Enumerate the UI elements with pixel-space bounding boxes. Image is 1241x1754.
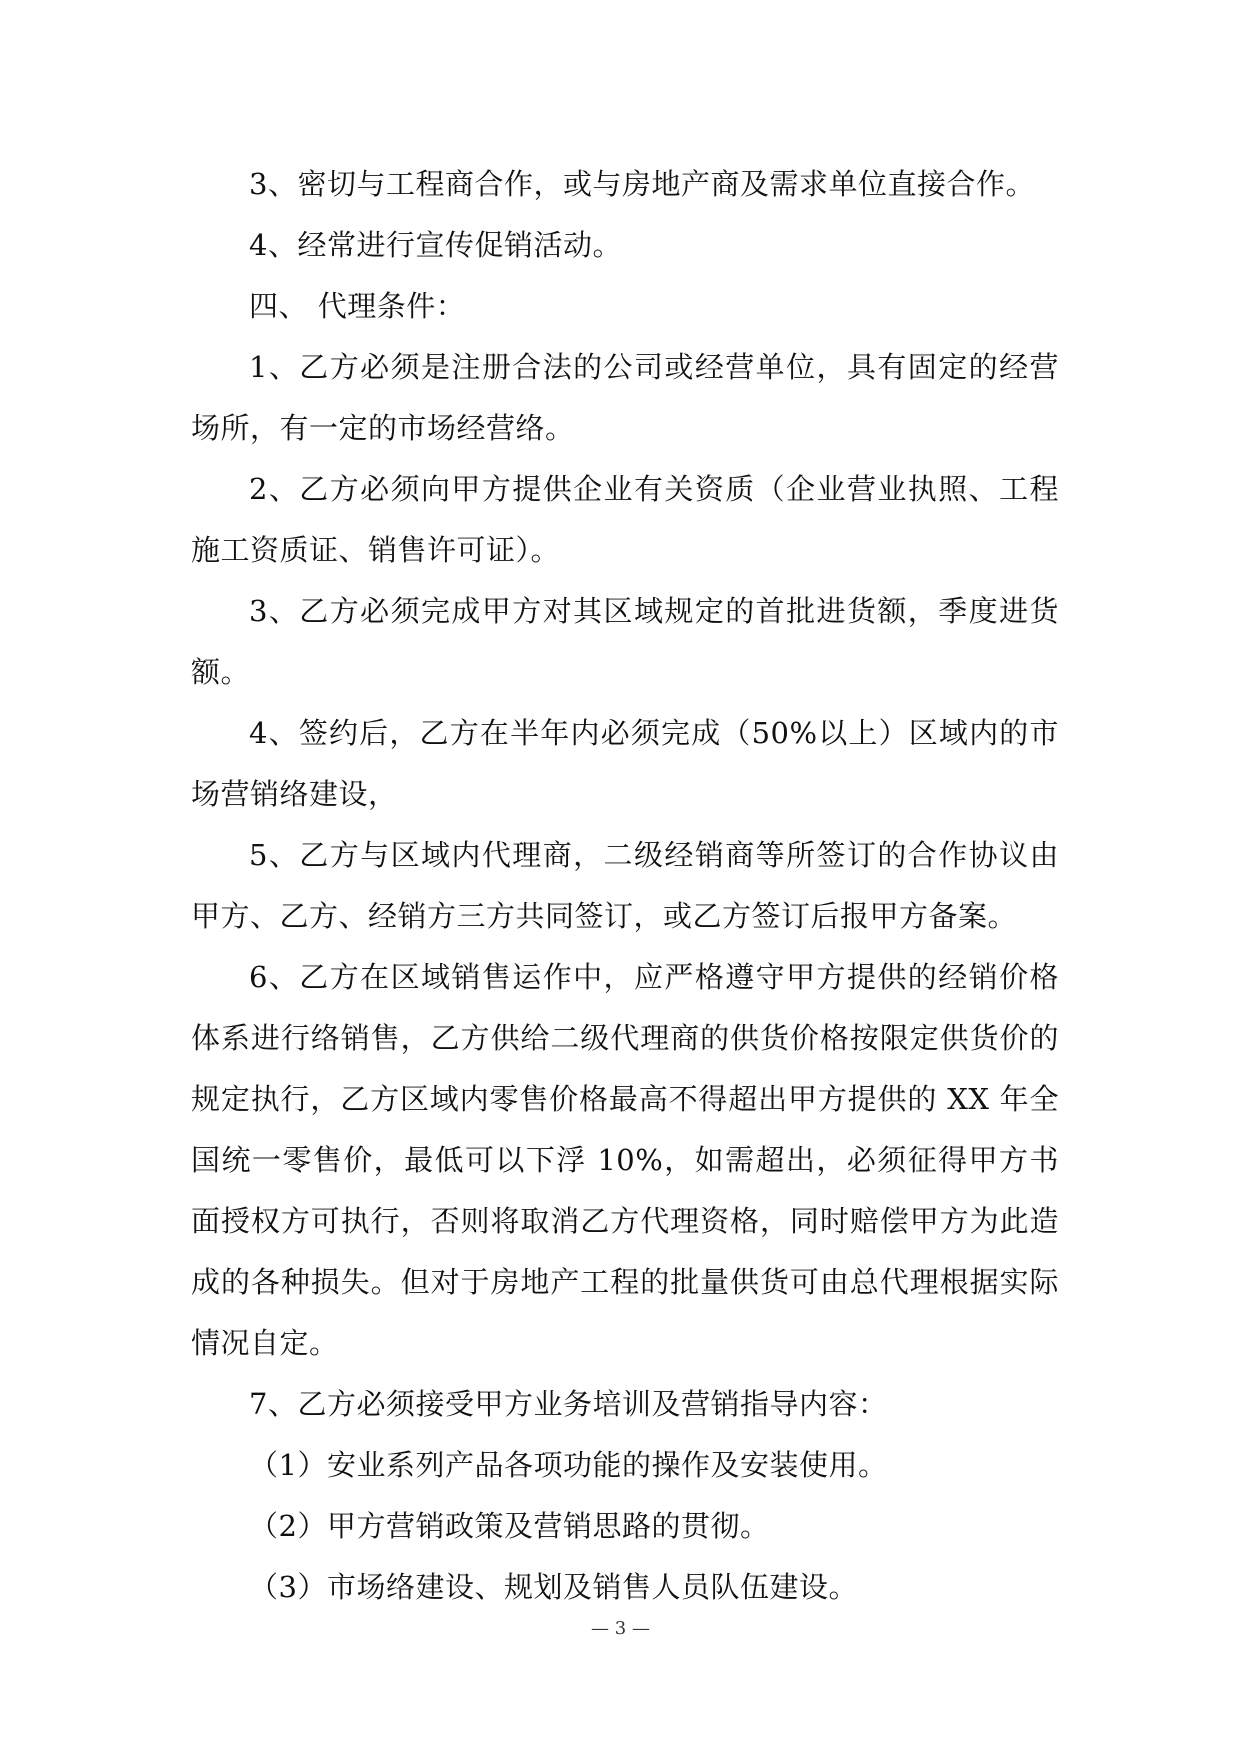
paragraph-condition-5: 5、乙方与区域内代理商，二级经销商等所签订的合作协议由甲方、乙方、经销方三方共同签订，或乙方签订后报甲方备案。 xyxy=(191,838,1059,933)
document-body xyxy=(191,154,1059,1618)
paragraph-condition-4: 4、签约后，乙方在半年内必须完成（50%以上）区域内的市场营销络建设， xyxy=(191,716,1059,811)
paragraph-cooperation: 3、密切与工程商合作，或与房地产商及需求单位直接合作。 xyxy=(249,167,1035,201)
paragraph-condition-6: 6、乙方在区域销售运作中，应严格遵守甲方提供的经销价格体系进行络销售，乙方供给二级代理商的供货价格按限定供货价的规定执行，乙方区域内零售价格最高不得超出甲方提供的 XX 年全国统一零售价，最低可以下浮 10%，如需超出，必须征得甲方书面授权方可执行，否则将取消乙方代理资格，同时赔偿甲方为此造成的各种损失。但对于房地产工程的批量供货可由总代理根据实际情况自定。 xyxy=(191,960,1059,1360)
paragraph-condition-7: 7、乙方必须接受甲方业务培训及营销指导内容： xyxy=(249,1387,888,1421)
paragraph-condition-3: 3、乙方必须完成甲方对其区域规定的首批进货额，季度进货额。 xyxy=(191,594,1059,689)
paragraph-training-3: （3）市场络建设、规划及销售人员队伍建设。 xyxy=(249,1570,858,1604)
page-number: — 3 — xyxy=(591,1618,650,1639)
paragraph-condition-2: 2、乙方必须向甲方提供企业有关资质（企业营业执照、工程施工资质证、销售许可证）。 xyxy=(191,472,1059,567)
paragraph-promotion: 4、经常进行宣传促销活动。 xyxy=(249,228,622,262)
paragraph-training-2: （2）甲方营销政策及营销思路的贯彻。 xyxy=(249,1509,770,1543)
paragraph-training-1: （1）安业系列产品各项功能的操作及安装使用。 xyxy=(249,1448,888,1482)
section-heading-agency-conditions: 四、 代理条件： xyxy=(249,289,466,323)
paragraph-condition-1: 1、乙方必须是注册合法的公司或经营单位，具有固定的经营场所，有一定的市场经营络。 xyxy=(191,350,1059,445)
